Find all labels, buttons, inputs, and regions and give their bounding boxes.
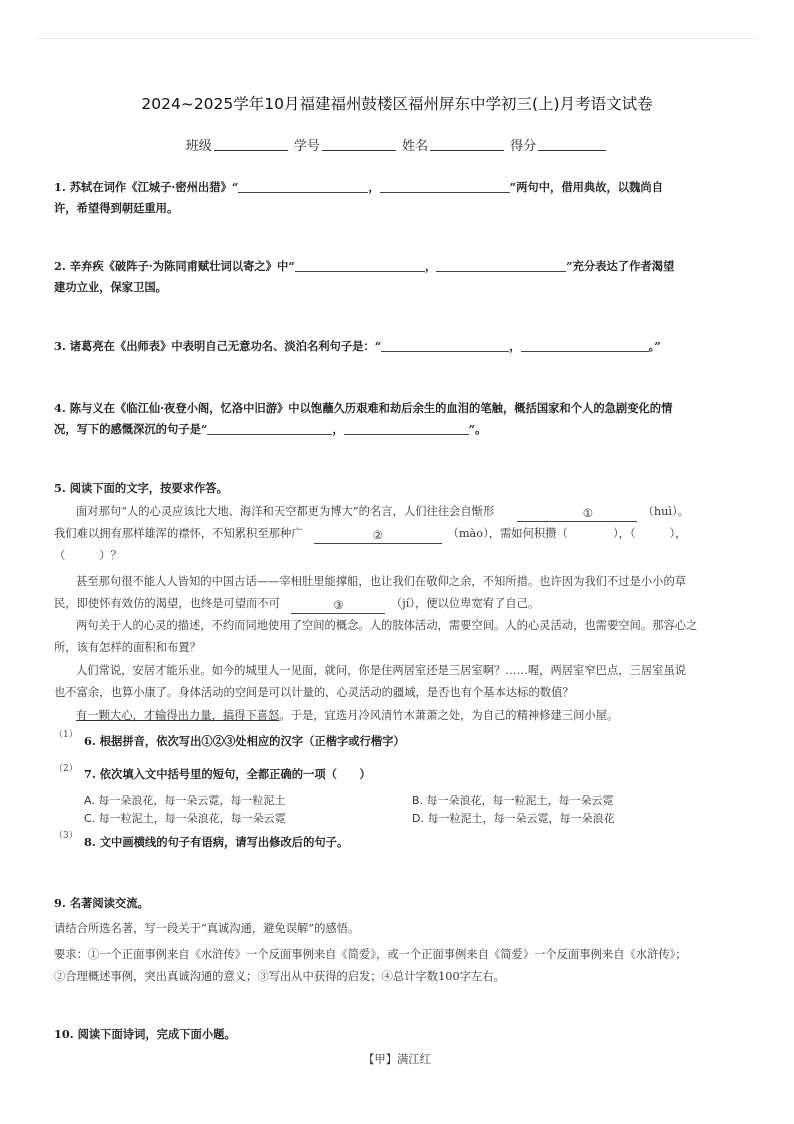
name-label: 姓名 (402, 139, 429, 154)
id-field[interactable] (322, 138, 396, 151)
q3-blank-2[interactable] (521, 338, 649, 352)
question-8: 8. 文中画横线的句子有语病，请写出修改后的句子。 (84, 835, 349, 849)
passage-paragraph-2: 甚至那句很不能人人皆知的中国古话——宰相肚里能撑船，也让我们在敬仰之余，不知所措。也许因为我们不过是小小的草 (76, 575, 687, 588)
q2-blank-1[interactable] (295, 258, 425, 272)
question-1: 1. 苏轼在词作《江城子·密州出猎》“ ， ”两句中，借用典故，以魏尚自 许，希望得到朝廷重用。 (54, 180, 663, 215)
option-c[interactable]: C. 每一粒泥土，每一朵浪花，每一朵云霓 (84, 812, 286, 825)
student-info-row (0, 135, 794, 154)
passage-paragraph-4: 人们常说，安居才能乐业。如今的城里人一见面，就问，你是住两居室还是三居室啊？……喔，两居室窄巴点，三居室虽说 (76, 664, 687, 677)
page-title: 2024~2025学年10月福建福州鼓楼区福州屏东中学初三(上)月考语文试卷 (141, 95, 653, 113)
score-field[interactable] (538, 138, 606, 151)
passage-paragraph-1-cont: 我们难以拥有那样雄浑的襟怀，不知累积至那种广 ② （mào），需如何积攒（ ），（ ）， (54, 527, 687, 542)
subquestion-marker-1: （1） (54, 730, 78, 740)
question-6: 6. 根据拼音，依次写出①②③处相应的汉字（正楷字或行楷字） (84, 734, 405, 748)
subquestion-marker-2: （2） (54, 764, 78, 774)
q1-blank-2[interactable] (380, 179, 510, 193)
question-4: 4. 陈与义在《临江仙·夜登小阁，忆洛中旧游》中以饱蘸久历艰难和劫后余生的血泪的笔触，概括国家和个人的急剧变化的情 况，写下的感慨深沉的句子是“ ， ”。 (54, 401, 673, 436)
passage-paragraph-3-cont: 所，该有怎样的面积和布置？ (54, 641, 201, 654)
blank-3[interactable]: ③ (291, 598, 385, 614)
question-9-requirements: 要求：①一个正面事例来自《水浒传》一个反面事例来自《简爱》，或一个正面事例来自《简爱》一个反面事例来自《水浒传》； ②合理概述事例，突出真诚沟通的意义；③写出从中获得的启发；④总计字数100字左右。 (54, 948, 687, 983)
option-a[interactable]: A. 每一朵浪花，每一朵云霓，每一粒泥土 (84, 794, 286, 807)
q3-blank-1[interactable] (381, 338, 509, 352)
passage-paragraph-3: 两句关于人的心灵的描述，不约而同地使用了空间的概念。人的肢体活动，需要空间。人的心灵活动，也需要空间。那容心之 (76, 619, 698, 632)
id-label: 学号 (293, 139, 320, 154)
score-label: 得分 (510, 139, 537, 154)
question-10-heading: 10. 阅读下面诗词，完成下面小题。 (54, 1027, 236, 1041)
question-9-prompt: 请结合所选名著，写一段关于“真诚沟通，避免误解”的感悟。 (54, 922, 360, 935)
top-divider (38, 38, 756, 39)
q2-blank-2[interactable] (436, 258, 566, 272)
question-2: 2. 辛弃疾《破阵子·为陈同甫赋壮词以寄之》中“ ， ”充分表达了作者渴望 建功立业，保家卫国。 (54, 259, 675, 294)
option-b[interactable]: B. 每一朵浪花，每一粒泥土，每一朵云霓 (412, 794, 614, 807)
class-field[interactable] (214, 138, 288, 151)
blank-1[interactable]: ① (517, 506, 637, 522)
blank-2[interactable]: ② (314, 528, 442, 544)
name-field[interactable] (430, 138, 504, 151)
q4-blank-2[interactable] (344, 421, 469, 435)
question-7: 7. 依次填入文中括号里的短句，全都正确的一项（ ） (84, 767, 371, 781)
passage-paragraph-5: 有一颗大心，才输得出力量，搞得下喜怒。于是，宜选月冷风清竹木萧萧之处，为自己的精神修建三间小屋。 (76, 709, 619, 722)
passage-paragraph-1-end: （ ）？ (54, 549, 122, 562)
passage-paragraph-4-cont: 也不富余，也算小康了。身体活动的空间是可以计量的，心灵活动的疆域，是否也有个基本达标的数值？ (54, 686, 574, 699)
question-9-heading: 9. 名著阅读交流。 (54, 896, 149, 910)
poem-title: 【甲】满江红 (363, 1053, 431, 1066)
class-label: 班级 (185, 139, 212, 154)
q4-blank-1[interactable] (207, 421, 332, 435)
subquestion-marker-3: （3） (54, 831, 78, 841)
passage-paragraph-1: 面对那句“人的心灵应该比大地、海洋和天空都更为博大”的名言，人们往往会自惭形 ① （huì）。 (76, 505, 689, 520)
q1-blank-1[interactable] (238, 179, 368, 193)
option-d[interactable]: D. 每一粒泥土，每一朵云霓，每一朵浪花 (412, 812, 615, 825)
underlined-sentence: 有一颗大心，才输得出力量，搞得下喜怒 (76, 709, 280, 722)
passage-paragraph-2-cont: 民，即使怀有效仿的渴望，也终是可望而不可 ③ （jí），便以位卑宽宥了自己。 (54, 597, 540, 612)
question-5-heading: 5. 阅读下面的文字，按要求作答。 (54, 481, 228, 495)
question-3: 3. 诸葛亮在《出师表》中表明自己无意功名、淡泊名利句子是：“ ， 。” (54, 339, 661, 353)
